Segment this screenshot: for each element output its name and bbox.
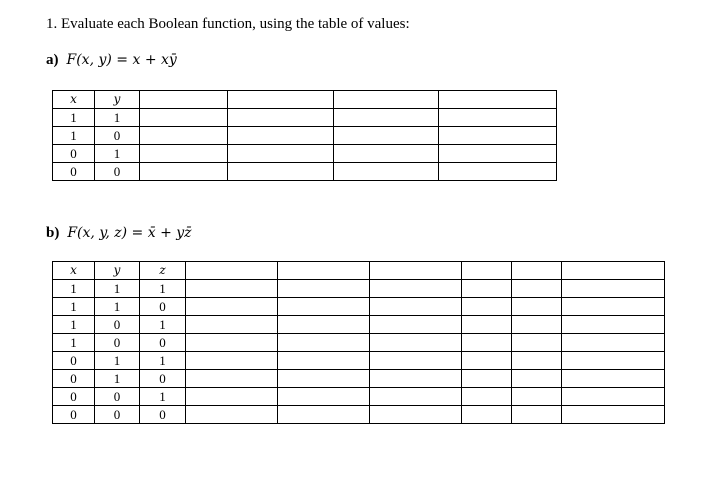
value-cell: 1 [53,127,95,145]
empty-cell [562,280,665,298]
empty-cell [370,316,462,334]
empty-cell [462,334,512,352]
value-cell: 1 [95,370,140,388]
empty-cell [370,388,462,406]
empty-cell [512,280,562,298]
value-cell: 0 [53,145,95,163]
value-cell: 0 [53,406,95,424]
empty-cell [439,163,557,181]
value-cell: 1 [95,109,140,127]
empty-cell [278,352,370,370]
empty-cell [562,316,665,334]
empty-cell [186,406,278,424]
value-cell: 0 [140,370,186,388]
part-b-label: b) [46,225,60,241]
empty-cell [512,370,562,388]
empty-cell [334,127,439,145]
empty-cell [512,352,562,370]
empty-cell [278,316,370,334]
value-cell: 1 [140,316,186,334]
part-a-expression: F(x, y) = x + xȳ [66,52,177,68]
header-cell-z: z [140,262,186,280]
empty-cell [186,298,278,316]
table-row [53,316,665,334]
empty-cell [228,163,334,181]
empty-cell [228,127,334,145]
empty-cell [462,298,512,316]
table-header-row [53,262,665,280]
table-row [53,127,557,145]
value-cell: 0 [53,388,95,406]
value-cell: 0 [140,406,186,424]
table-row [53,280,665,298]
empty-cell [186,352,278,370]
value-cell: 1 [95,298,140,316]
truth-table-b [52,261,665,424]
empty-cell [278,280,370,298]
question-text: 1. Evaluate each Boolean function, using the table of values: [46,16,410,32]
value-cell: 0 [140,334,186,352]
table-row [53,298,665,316]
header-cell-empty [462,262,512,280]
header-cell-y: y [95,262,140,280]
header-cell-empty [186,262,278,280]
part-b-heading [46,225,192,242]
empty-cell [278,298,370,316]
empty-cell [562,298,665,316]
empty-cell [462,280,512,298]
empty-cell [439,109,557,127]
empty-cell [228,109,334,127]
empty-cell [186,280,278,298]
empty-cell [370,334,462,352]
empty-cell [370,406,462,424]
part-a-label: a) [46,52,59,68]
empty-cell [140,145,228,163]
value-cell: 0 [95,316,140,334]
empty-cell [278,388,370,406]
empty-cell [512,406,562,424]
empty-cell [462,388,512,406]
table-row [53,109,557,127]
value-cell: 0 [95,127,140,145]
header-cell-empty [562,262,665,280]
empty-cell [334,145,439,163]
value-cell: 1 [95,280,140,298]
empty-cell [370,370,462,388]
header-cell-empty [140,91,228,109]
empty-cell [439,127,557,145]
value-cell: 0 [140,298,186,316]
empty-cell [462,406,512,424]
empty-cell [228,145,334,163]
value-cell: 0 [95,334,140,352]
empty-cell [370,280,462,298]
header-cell-y: y [95,91,140,109]
value-cell: 1 [140,280,186,298]
empty-cell [370,298,462,316]
value-cell: 1 [53,334,95,352]
empty-cell [334,163,439,181]
header-cell-x: x [53,91,95,109]
empty-cell [278,370,370,388]
empty-cell [278,334,370,352]
empty-cell [512,298,562,316]
empty-cell [278,406,370,424]
empty-cell [562,334,665,352]
empty-cell [140,163,228,181]
empty-cell [562,370,665,388]
header-cell-empty [439,91,557,109]
table-row [53,388,665,406]
empty-cell [562,388,665,406]
value-cell: 0 [95,388,140,406]
empty-cell [370,352,462,370]
empty-cell [186,334,278,352]
empty-cell [512,334,562,352]
table-row [53,370,665,388]
empty-cell [140,109,228,127]
empty-cell [512,388,562,406]
value-cell: 1 [53,298,95,316]
table-row [53,406,665,424]
value-cell: 1 [53,316,95,334]
value-cell: 0 [53,370,95,388]
empty-cell [462,316,512,334]
value-cell: 1 [95,352,140,370]
header-cell-empty [334,91,439,109]
header-cell-empty [278,262,370,280]
header-cell-x: x [53,262,95,280]
empty-cell [462,352,512,370]
value-cell: 1 [140,388,186,406]
part-b-expression: F(x, y, z) = x̄ + yz̄ [67,225,192,241]
empty-cell [562,352,665,370]
empty-cell [512,316,562,334]
header-cell-empty [370,262,462,280]
empty-cell [562,406,665,424]
table-row [53,163,557,181]
empty-cell [186,370,278,388]
value-cell: 0 [53,163,95,181]
header-cell-empty [228,91,334,109]
value-cell: 0 [53,352,95,370]
header-cell-empty [512,262,562,280]
empty-cell [334,109,439,127]
value-cell: 0 [95,406,140,424]
empty-cell [186,388,278,406]
part-a-heading [46,52,177,69]
empty-cell [186,316,278,334]
table-row [53,334,665,352]
value-cell: 0 [95,163,140,181]
value-cell: 1 [53,109,95,127]
empty-cell [439,145,557,163]
value-cell: 1 [95,145,140,163]
empty-cell [140,127,228,145]
table-row [53,352,665,370]
table-row [53,145,557,163]
empty-cell [462,370,512,388]
truth-table-a [52,90,557,181]
value-cell: 1 [53,280,95,298]
value-cell: 1 [140,352,186,370]
table-header-row [53,91,557,109]
